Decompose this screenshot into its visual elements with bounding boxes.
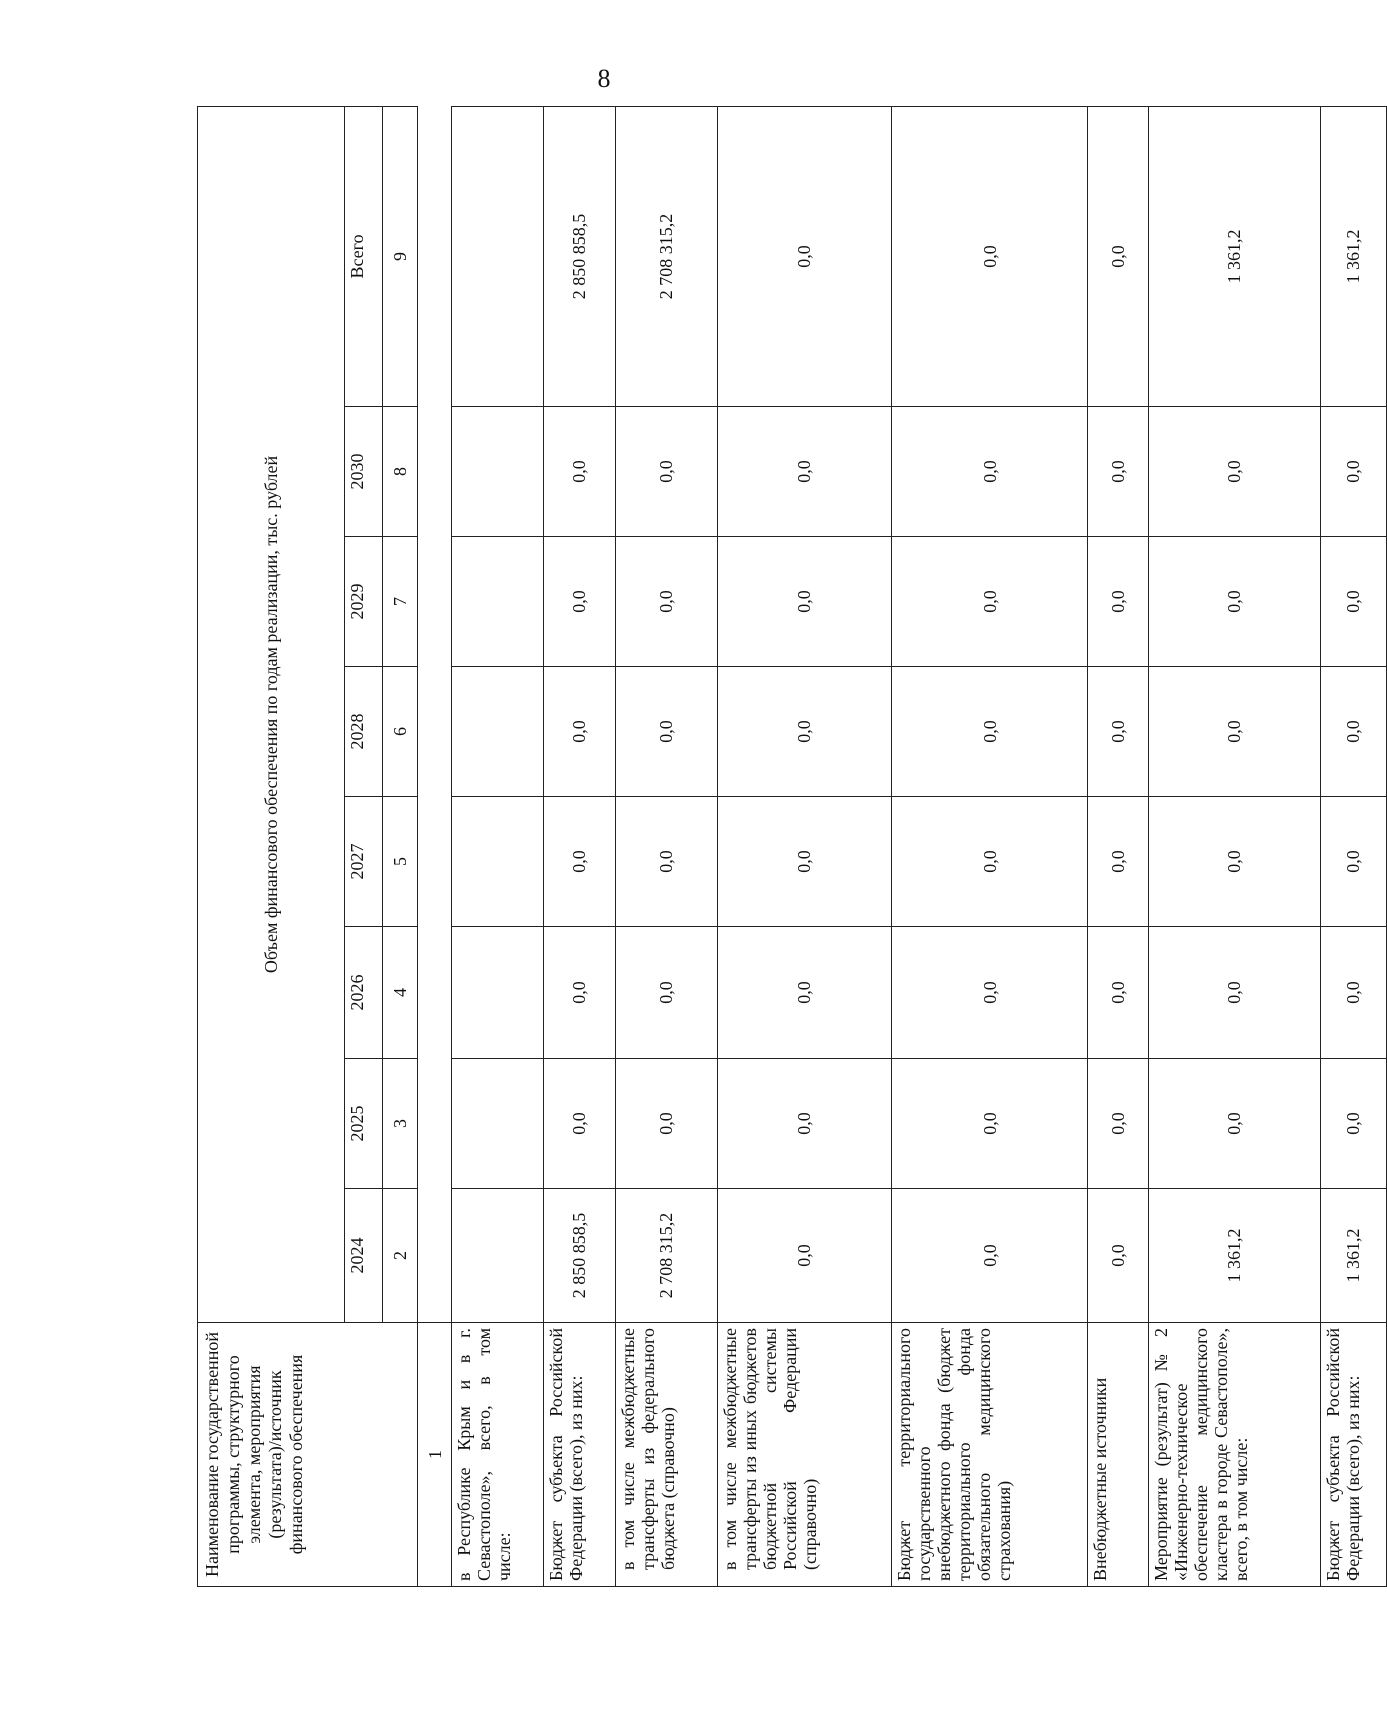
value-cell: 0,0: [1320, 407, 1386, 537]
value-cell: 0,0: [1149, 927, 1320, 1059]
value-cell: 0,0: [891, 407, 1087, 537]
value-cell: 0,0: [891, 667, 1087, 797]
value-cell: 0,0: [717, 537, 891, 667]
column-number: 2: [383, 1189, 418, 1323]
value-cell: 0,0: [1088, 797, 1149, 927]
value-cell: 0,0: [891, 1059, 1087, 1189]
table-row: [1149, 106, 1320, 1586]
value-cell: 0,0: [1320, 927, 1386, 1059]
value-cell: 0,0: [1149, 1059, 1320, 1189]
value-cell: 0,0: [717, 927, 891, 1059]
table-row: [543, 106, 615, 1586]
value-cell: 0,0: [615, 797, 717, 927]
value-cell: 0,0: [543, 537, 615, 667]
total-cell: 1 361,2: [1320, 106, 1386, 406]
header-row-title: [198, 106, 345, 1586]
financing-table: [197, 106, 1387, 1587]
row-name: Мероприятие (результат) № 2 «Инженерно-техническое обеспечение медицинского кластера в городе Севастополе», всего, в том числе:: [1149, 1323, 1320, 1587]
row-name: Бюджет субъекта Российской Федерации (всего), из них:: [543, 1323, 615, 1587]
year-header: 2024: [344, 1189, 383, 1323]
value-cell: 0,0: [543, 667, 615, 797]
year-header: 2029: [344, 537, 383, 667]
value-cell: 0,0: [543, 797, 615, 927]
value-cell: 0,0: [891, 537, 1087, 667]
page-number: 8: [597, 64, 611, 93]
header-row-col1: [417, 106, 452, 1586]
value-cell: 0,0: [543, 927, 615, 1059]
value-cell: 0,0: [1320, 537, 1386, 667]
total-cell: 0,0: [1088, 106, 1149, 406]
year-header: 2030: [344, 407, 383, 537]
value-cell: 0,0: [1088, 667, 1149, 797]
value-cell: 2 708 315,2: [615, 1189, 717, 1323]
value-cell: 0,0: [543, 1059, 615, 1189]
column-number: 3: [383, 1059, 418, 1189]
row-name: в том числе межбюджетные трансферты из иных бюджетов бюджетной системы Российской Федерации (справочно): [717, 1323, 891, 1587]
value-cell: 0,0: [1320, 797, 1386, 927]
value-cell: 0,0: [891, 927, 1087, 1059]
table-row: [1088, 106, 1149, 1586]
value-cell: [452, 537, 543, 667]
total-cell: 2 708 315,2: [615, 106, 717, 406]
row-name: Бюджет территориального государственного внебюджетного фонда (бюджет территориального фонда обязательного медицинского страхования): [891, 1323, 1087, 1587]
total-cell: 2 850 858,5: [543, 106, 615, 406]
value-cell: 0,0: [891, 1189, 1087, 1323]
total-cell: 1 361,2: [1149, 106, 1320, 406]
value-cell: 0,0: [717, 667, 891, 797]
column-number: 5: [383, 797, 418, 927]
value-cell: 0,0: [717, 1059, 891, 1189]
row-name: Внебюджетные источники: [1088, 1323, 1149, 1587]
table-row: [615, 106, 717, 1586]
value-cell: [452, 927, 543, 1059]
column-number: 4: [383, 927, 418, 1059]
value-cell: 1 361,2: [1149, 1189, 1320, 1323]
year-header: 2026: [344, 927, 383, 1059]
column-number: 7: [383, 537, 418, 667]
value-cell: 2 850 858,5: [543, 1189, 615, 1323]
total-cell: 0,0: [891, 106, 1087, 406]
row-name: в Республике Крым и в г. Севастополе», всего, в том числе:: [452, 1323, 543, 1587]
name-column-header: Наименование государственной программы, структурного элемента, мероприятия (результата)/источник финансового обеспечения: [198, 1323, 418, 1587]
value-cell: 0,0: [615, 667, 717, 797]
value-cell: [452, 1189, 543, 1323]
column-number: 1: [417, 1323, 452, 1587]
value-cell: 0,0: [717, 1189, 891, 1323]
column-number: 8: [383, 407, 418, 537]
value-cell: 0,0: [891, 797, 1087, 927]
value-cell: 0,0: [1088, 1189, 1149, 1323]
value-cell: 0,0: [1088, 927, 1149, 1059]
year-header: 2025: [344, 1059, 383, 1189]
value-cell: [452, 797, 543, 927]
year-header: 2028: [344, 667, 383, 797]
volume-title: Объем финансового обеспечения по годам реализации, тыс. рублей: [198, 106, 345, 1322]
value-cell: 0,0: [1320, 1059, 1386, 1189]
value-cell: 0,0: [1149, 407, 1320, 537]
value-cell: 0,0: [717, 797, 891, 927]
table-row: [1320, 106, 1386, 1586]
value-cell: 0,0: [1149, 667, 1320, 797]
value-cell: [452, 667, 543, 797]
value-cell: 0,0: [1088, 407, 1149, 537]
value-cell: 0,0: [615, 927, 717, 1059]
table-row: [452, 106, 543, 1586]
value-cell: 0,0: [615, 1059, 717, 1189]
spacer-cell: [417, 106, 452, 1322]
value-cell: 1 361,2: [1320, 1189, 1386, 1323]
value-cell: 0,0: [717, 407, 891, 537]
value-cell: 0,0: [1320, 667, 1386, 797]
value-cell: 0,0: [543, 407, 615, 537]
total-cell: 0,0: [717, 106, 891, 406]
value-cell: 0,0: [1088, 537, 1149, 667]
value-cell: 0,0: [615, 537, 717, 667]
row-name: в том числе межбюджетные трансферты из федерального бюджета (справочно): [615, 1323, 717, 1587]
table-row: [891, 106, 1087, 1586]
table-row: [717, 106, 891, 1586]
row-name: Бюджет субъекта Российской Федерации (всего), из них:: [1320, 1323, 1386, 1587]
value-cell: 0,0: [615, 407, 717, 537]
value-cell: [452, 407, 543, 537]
value-cell: 0,0: [1149, 537, 1320, 667]
total-cell: [452, 106, 543, 406]
rotated-table-frame: [197, 107, 1387, 1587]
year-header: 2027: [344, 797, 383, 927]
total-header: Всего: [344, 106, 383, 406]
value-cell: 0,0: [1149, 797, 1320, 927]
column-number: 6: [383, 667, 418, 797]
column-number: 9: [383, 106, 418, 406]
value-cell: 0,0: [1088, 1059, 1149, 1189]
value-cell: [452, 1059, 543, 1189]
